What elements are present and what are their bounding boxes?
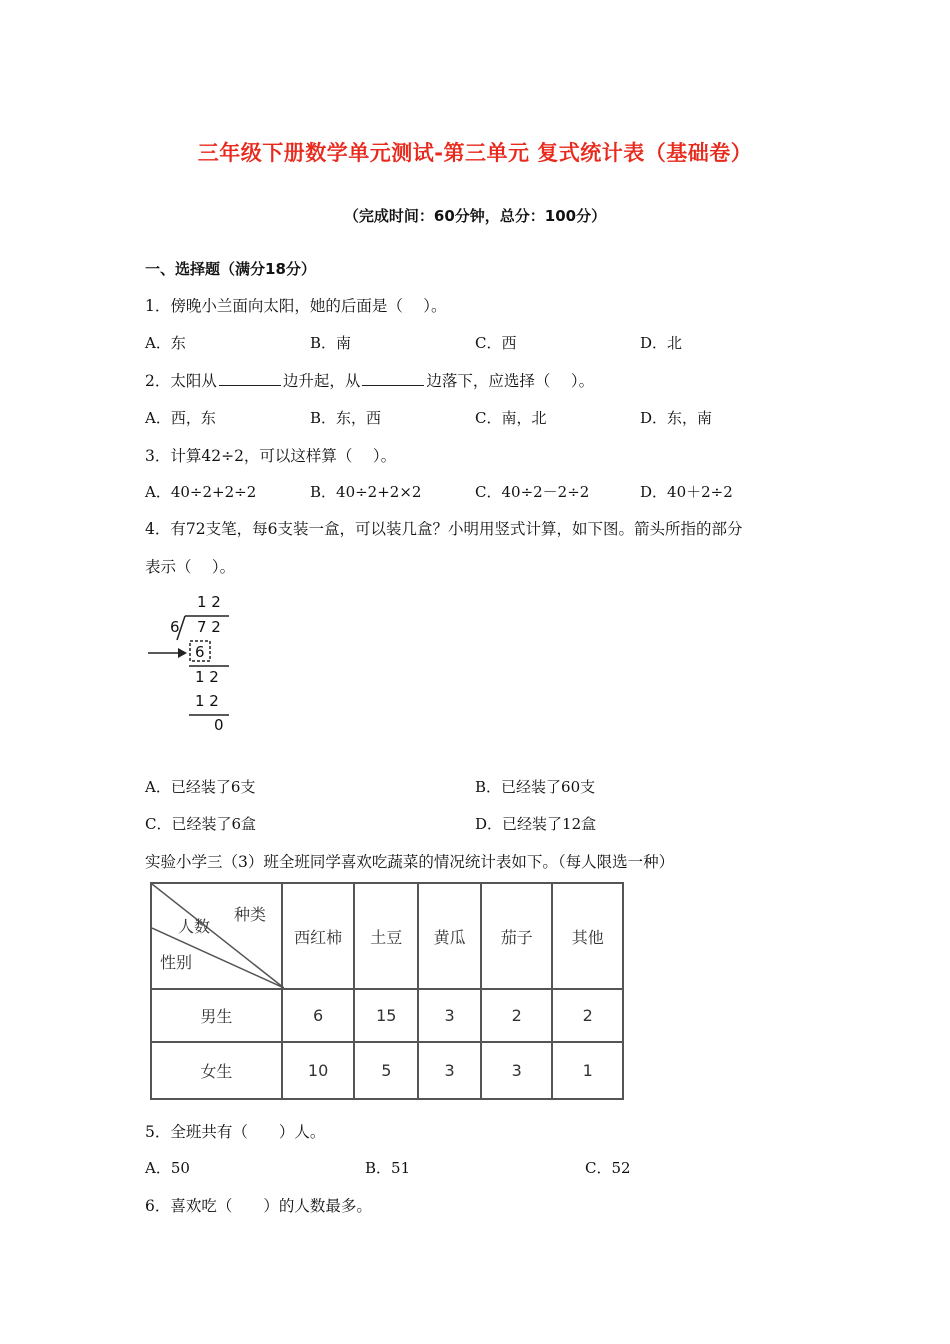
table-cell: 3 <box>418 989 481 1042</box>
q3-option-d[interactable]: D．40＋2÷2 <box>640 483 733 501</box>
column-header: 土豆 <box>354 883 418 989</box>
remainder: 0 <box>214 716 224 734</box>
question-4-line1: 4．有72支笔，每6支装一盒，可以装几盒？小明用竖式计算，如下图。箭头所指的部分 <box>145 520 743 538</box>
quotient: 1 2 <box>197 593 221 611</box>
row-label: 女生 <box>151 1042 282 1099</box>
q1-option-d[interactable]: D．北 <box>640 334 683 352</box>
table-cell: 1 <box>552 1042 623 1099</box>
exam-info: （完成时间：60分钟，总分：100分） <box>343 207 607 225</box>
question-4-line2: 表示（ ）。 <box>145 558 236 576</box>
q4-option-d[interactable]: D．已经装了12盒 <box>475 815 597 833</box>
division-step-3: 1 2 <box>195 692 219 710</box>
q3-option-c[interactable]: C．40÷2－2÷2 <box>475 483 590 501</box>
q2-option-d[interactable]: D．东，南 <box>640 409 713 427</box>
answer-blank[interactable] <box>362 371 424 386</box>
q1-option-c[interactable]: C．西 <box>475 334 517 352</box>
corner-label-category: 种类 <box>234 905 267 924</box>
q2-stem-part2: 边升起，从 <box>282 372 361 390</box>
q2-option-c[interactable]: C．南，北 <box>475 409 547 427</box>
table-cell: 2 <box>552 989 623 1042</box>
table-row <box>151 1042 623 1099</box>
column-header: 黄瓜 <box>418 883 481 989</box>
q3-option-a[interactable]: A．40÷2+2÷2 <box>145 483 257 501</box>
q4-option-a[interactable]: A．已经装了6支 <box>145 778 256 796</box>
q2-option-b[interactable]: B．东，西 <box>310 409 382 427</box>
question-6: 6．喜欢吃（ ）的人数最多。 <box>145 1197 372 1215</box>
q4-option-c[interactable]: C．已经装了6盒 <box>145 815 257 833</box>
q1-option-b[interactable]: B．南 <box>310 334 352 352</box>
q5-option-b[interactable]: B．51 <box>365 1159 411 1177</box>
q4-option-b[interactable]: B．已经装了60支 <box>475 778 596 796</box>
question-2 <box>145 369 594 391</box>
column-header: 西红柿 <box>282 883 355 989</box>
answer-blank[interactable] <box>219 371 281 386</box>
division-step-1: 6 <box>195 643 205 661</box>
table-cell: 2 <box>481 989 552 1042</box>
corner-label-gender: 性别 <box>160 953 193 972</box>
q1-option-a[interactable]: A．东 <box>145 334 186 352</box>
table-cell: 3 <box>418 1042 481 1099</box>
q5-option-a[interactable]: A．50 <box>145 1159 190 1177</box>
long-division-figure <box>145 588 255 738</box>
question-3: 3．计算42÷2，可以这样算（ ）。 <box>145 447 397 465</box>
q2-stem-part3: 边落下，应选择（ ）。 <box>426 372 595 390</box>
table-cell: 6 <box>282 989 355 1042</box>
table-corner-cell <box>151 883 282 989</box>
table-row <box>151 989 623 1042</box>
table-cell: 15 <box>354 989 418 1042</box>
column-header: 茄子 <box>481 883 552 989</box>
table-intro: 实验小学三（3）班全班同学喜欢吃蔬菜的情况统计表如下。（每人限选一种） <box>145 853 675 871</box>
question-5: 5．全班共有（ ）人。 <box>145 1123 326 1141</box>
table-header-row <box>151 883 623 989</box>
division-step-2: 1 2 <box>195 668 219 686</box>
table-cell: 10 <box>282 1042 355 1099</box>
corner-label-count: 人数 <box>178 917 211 936</box>
q2-stem-part1: 2．太阳从 <box>145 372 217 390</box>
section-heading: 一、选择题（满分18分） <box>145 260 316 278</box>
table-cell: 3 <box>481 1042 552 1099</box>
divisor: 6 <box>170 618 180 636</box>
page-title: 三年级下册数学单元测试-第三单元 复式统计表（基础卷） <box>197 141 753 165</box>
question-1: 1．傍晚小兰面向太阳，她的后面是（ ）。 <box>145 297 447 315</box>
table-cell: 5 <box>354 1042 418 1099</box>
q3-option-b[interactable]: B．40÷2+2×2 <box>310 483 422 501</box>
column-header: 其他 <box>552 883 623 989</box>
dividend: 7 2 <box>197 618 221 636</box>
arrow-icon <box>148 643 188 663</box>
row-label: 男生 <box>151 989 282 1042</box>
vegetable-stats-table <box>150 882 624 1100</box>
q5-option-c[interactable]: C．52 <box>585 1159 631 1177</box>
q2-option-a[interactable]: A．西，东 <box>145 409 216 427</box>
